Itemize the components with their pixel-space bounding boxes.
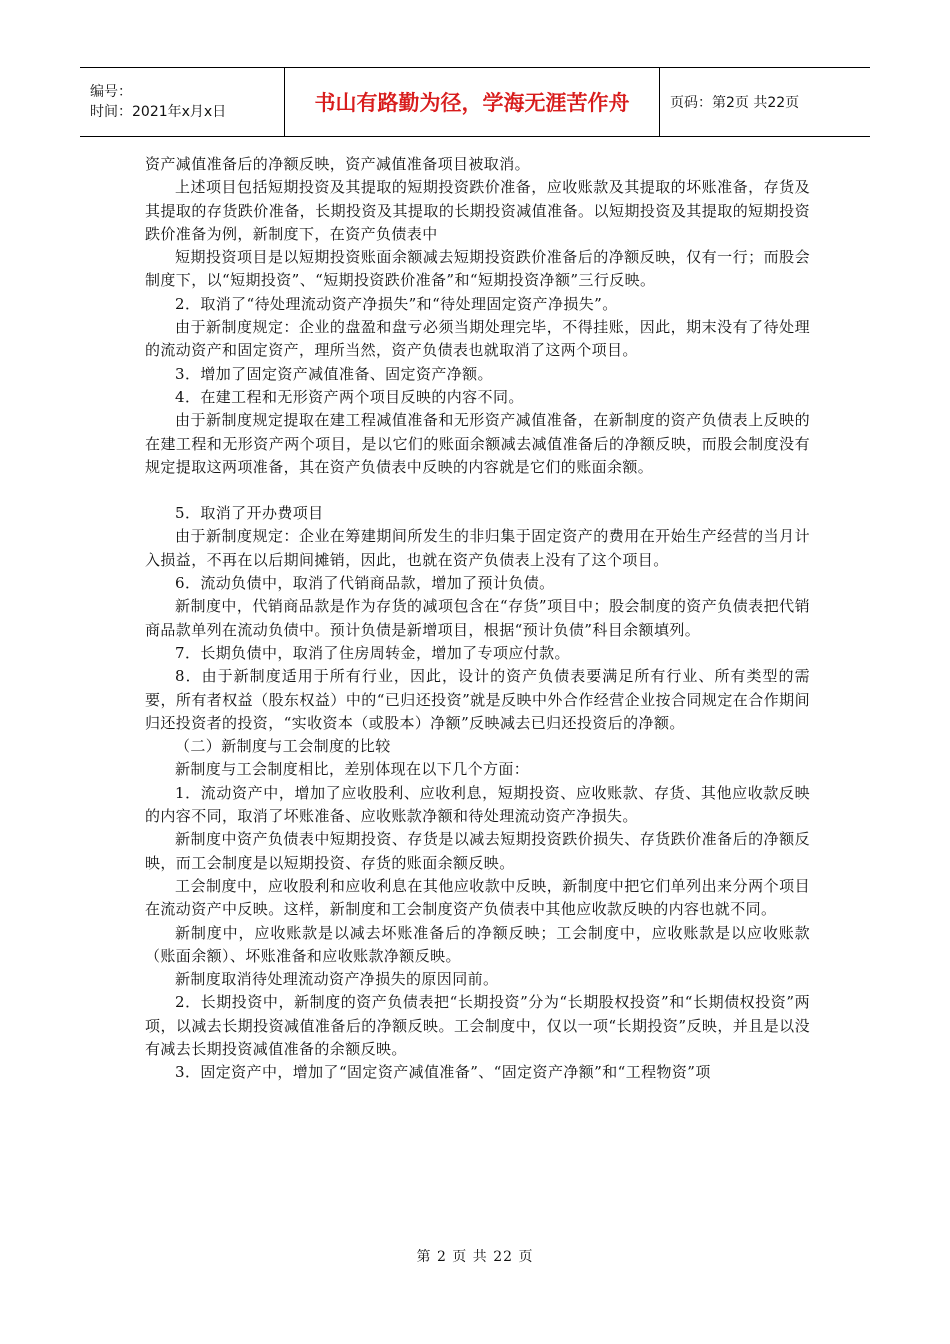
- paragraph: 5．取消了开办费项目: [175, 504, 324, 523]
- page-header: [80, 67, 870, 137]
- paragraph: 6．流动负债中，取消了代销商品款，增加了预计负债。: [175, 574, 555, 593]
- paragraph: 新制度与工会制度相比，差别体现在以下几个方面：: [175, 760, 530, 779]
- paragraph: 7．长期负债中，取消了住房周转金，增加了专项应付款。: [175, 643, 570, 662]
- paragraph: 资产减值准备后的净额反映，资产减值准备项目被取消。: [145, 155, 531, 173]
- paragraph: 短期投资项目是以短期投资账面余额减去短期投资跌价准备后的净额反映，仅有一行；而股会制度下，以“短期投资”、“短期投资跌价准备”和“短期投资净额”三行反映。: [145, 248, 810, 290]
- header-motto: [285, 68, 660, 136]
- header-page-info: [660, 68, 870, 136]
- paragraph: 新制度中，应收账款是以减去坏账准备后的净额反映；工会制度中，应收账款是以应收账款（账面余额）、坏账准备和应收账款净额反映。: [145, 923, 810, 965]
- header-meta: [80, 68, 285, 136]
- page-footer: [0, 1246, 950, 1266]
- paragraph: 2．取消了“待处理流动资产净损失”和“待处理固定资产净损失”。: [175, 294, 618, 313]
- paragraph: 1．流动资产中，增加了应收股利、应收利息，短期投资、应收账款、存货、其他应收款反映的内容不同，取消了坏账准备、应收账款净额和待处理流动资产净损失。: [145, 783, 810, 826]
- paragraph: 由于新制度规定：企业在筹建期间所发生的非归集于固定资产的费用在开始生产经营的当月计入损益，不再在以后期间摊销，因此，也就在资产负债表上没有了这个项目。: [145, 527, 810, 569]
- motto-text: 书山有路勤为径，学海无涯苦作舟: [314, 91, 630, 115]
- paragraph: 3．固定资产中，增加了“固定资产减值准备”、“固定资产净额”和“工程物资”项: [175, 1063, 711, 1082]
- paragraph: 3．增加了固定资产减值准备、固定资产净额。: [175, 364, 493, 383]
- paragraph: 4．在建工程和无形资产两个项目反映的内容不同。: [175, 387, 524, 406]
- document-number-label: 编号：: [90, 84, 132, 100]
- page-number-label: 页码：第2页 共22页: [670, 95, 800, 111]
- document-date-label: 时间：2021年x月x日: [90, 104, 227, 120]
- paragraph: 8．由于新制度适用于所有行业，因此，设计的资产负债表要满足所有行业、所有类型的需要，所有者权益（股东权益）中的“已归还投资”就是反映中外合作经营企业按合同规定在合作期间归还投资者的投资，“实收资本（或股本）净额”反映减去已归还投资后的净额。: [145, 667, 810, 732]
- document-body: [145, 153, 810, 1085]
- paragraph: 由于新制度规定提取在建工程减值准备和无形资产减值准备，在新制度的资产负债表上反映的在建工程和无形资产两个项目，是以它们的账面余额减去减值准备后的净额反映，而股会制度没有规定提取这两项准备，其在资产负债表中反映的内容就是它们的账面余额。: [145, 411, 810, 476]
- paragraph: 新制度中，代销商品款是作为存货的减项包含在“存货”项目中；股会制度的资产负债表把代销商品款单列在流动负债中。预计负债是新增项目，根据“预计负债”科目余额填列。: [145, 597, 810, 639]
- paragraph: 由于新制度规定：企业的盘盈和盘亏必须当期处理完毕，不得挂账，因此，期末没有了待处理的流动资产和固定资产，理所当然，资产负债表也就取消了这两个项目。: [145, 318, 810, 360]
- paragraph: 新制度中资产负债表中短期投资、存货是以减去短期投资跌价损失、存货跌价准备后的净额反映，而工会制度是以短期投资、存货的账面余额反映。: [145, 830, 810, 872]
- paragraph: 上述项目包括短期投资及其提取的短期投资跌价准备，应收账款及其提取的坏账准备，存货及其提取的存货跌价准备，长期投资及其提取的长期投资减值准备。以短期投资及其提取的短期投资跌价准备为例，新制度下，在资产负债表中: [145, 178, 810, 243]
- footer-page-number: 第 2 页 共 22 页: [416, 1249, 534, 1265]
- paragraph: （二）新制度与工会制度的比较: [175, 737, 391, 756]
- paragraph: 新制度取消待处理流动资产净损失的原因同前。: [175, 970, 499, 989]
- paragraph: 2．长期投资中，新制度的资产负债表把“长期投资”分为“长期股权投资”和“长期债权投资”两项，以减去长期投资减值准备后的净额反映。工会制度中，仅以一项“长期投资”反映，并且是以没有减去长期投资减值准备的余额反映。: [145, 993, 810, 1058]
- paragraph: 工会制度中，应收股利和应收利息在其他应收款中反映，新制度中把它们单列出来分两个项目在流动资产中反映。这样，新制度和工会制度资产负债表中其他应收款反映的内容也就不同。: [145, 876, 810, 919]
